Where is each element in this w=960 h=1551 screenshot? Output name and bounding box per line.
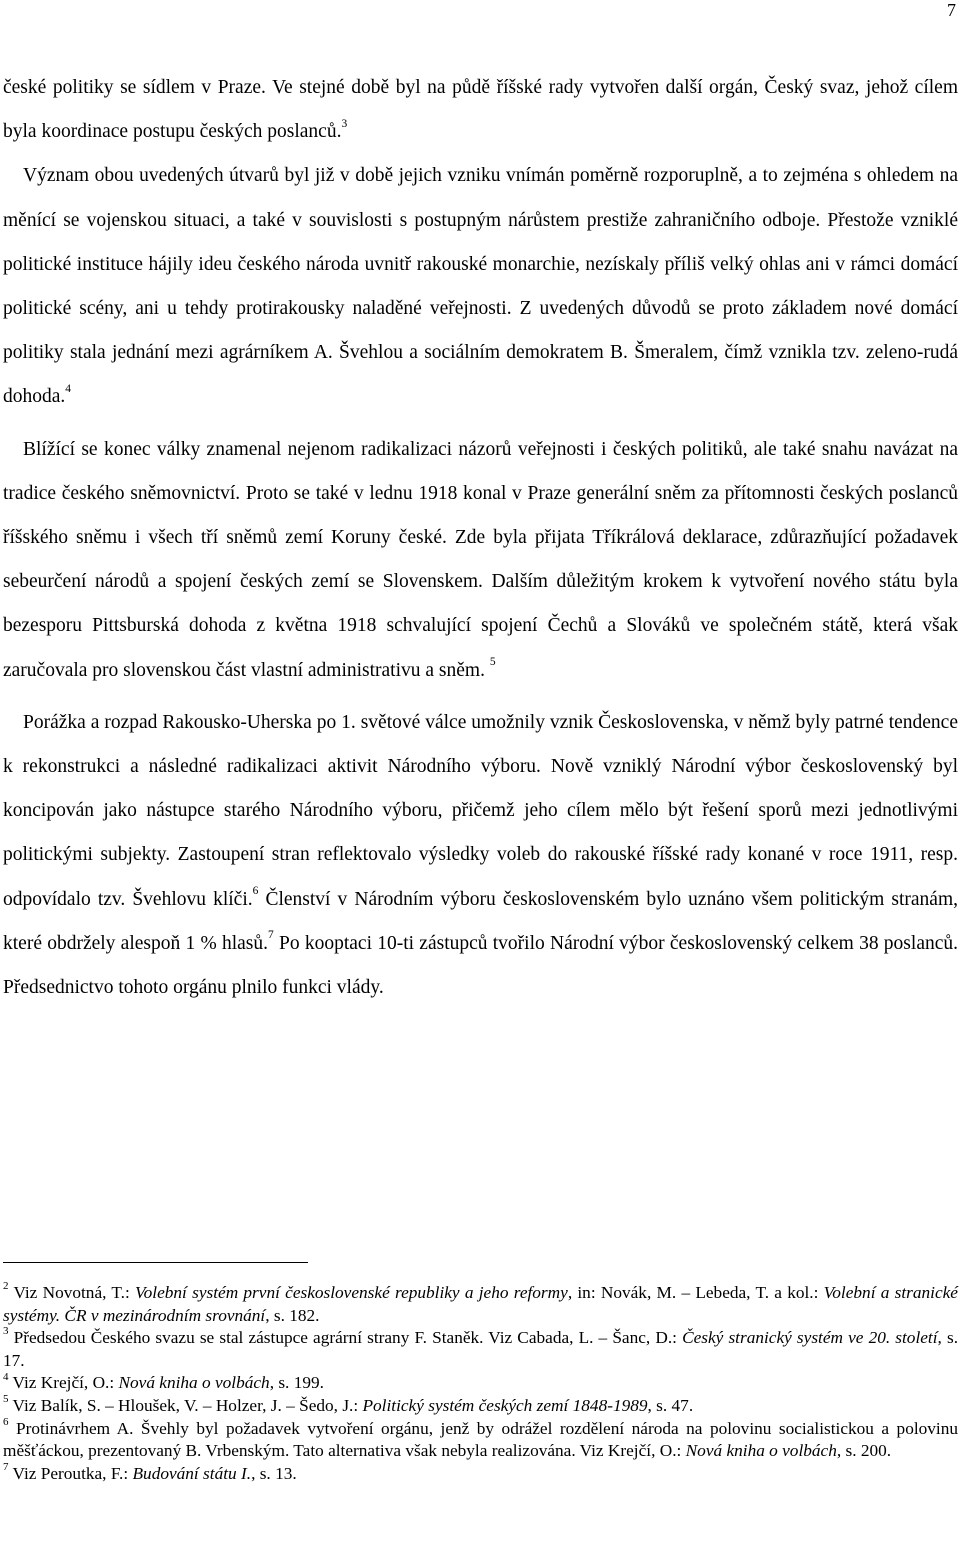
footnote-number: 6 xyxy=(3,1415,9,1428)
paragraph-text: Po kooptaci 10-ti zástupců tvořilo Národní výbor československý celkem 38 poslanců. Předsednictvo tohoto orgánu plnilo funkci vlády. xyxy=(3,932,959,999)
paragraph-text: Členství v Národním výboru československém bylo uznáno všem politickým stranám, které obdržely alespoň 1 % hlasů. xyxy=(3,888,959,954)
footnote-4 xyxy=(3,1372,958,1395)
paragraph-2 xyxy=(3,154,958,419)
footnote-3 xyxy=(3,1327,958,1372)
paragraph-3 xyxy=(3,428,958,693)
footnote-text: Viz Krejčí, O.: xyxy=(12,1373,119,1393)
footnote-ref[interactable]: 7 xyxy=(268,929,274,942)
footnote-title: Nová kniha o volbách xyxy=(118,1373,270,1393)
footnote-separator xyxy=(3,1262,308,1263)
paragraph-text: Blížící se konec války znamenal nejenom radikalizaci názorů veřejnosti i českých politiků, ale také snahu navázat na tradice českého sněmovnictví. Proto se také v lednu 1918 konal v Praze generální sněm za přítomnosti českých poslanců říšského sněmu i všech tří sněmů zemí Koruny české. Zde byla přijata Tříkrálová deklarace, zdůrazňující požadavek sebeurčení národů a spojení českých zemí se Slovenskem. Dalším důležitým krokem k vytvoření nového státu byla bezesporu Pittsburská dohoda z května 1918 schvalující spojení Čechů a Slováků ve společném státě, která však zaručovala pro slovenskou část vlastní administrativu a sněm. xyxy=(3,438,958,681)
footnote-text: Viz Balík, S. – Hloušek, V. – Holzer, J. – Šedo, J.: xyxy=(12,1395,363,1415)
footnote-text: , s. 13. xyxy=(251,1463,297,1483)
body-text xyxy=(3,66,958,1010)
footnote-6 xyxy=(3,1415,959,1463)
footnote-text: , s. 182. xyxy=(265,1305,320,1325)
footnote-2 xyxy=(3,1282,958,1327)
footnote-text: Viz Peroutka, F.: xyxy=(12,1463,133,1483)
footnote-text: , s. 199. xyxy=(269,1373,324,1393)
footnote-number: 3 xyxy=(3,1325,9,1338)
footnote-title: Budování státu I. xyxy=(132,1463,252,1483)
footnote-ref[interactable]: 3 xyxy=(341,117,348,130)
paragraph-1 xyxy=(3,66,958,154)
footnote-title: Volební a stranické systémy. ČR v mezinárodním srovnání xyxy=(3,1283,958,1325)
footnote-text: Předsedou Českého svazu se stal zástupce agrární strany F. Staněk. Viz Cabada, L. – Šanc, D.: xyxy=(13,1328,683,1348)
footnote-title: Volební systém první československé republiky a jeho reformy xyxy=(135,1283,568,1302)
footnote-number: 5 xyxy=(3,1393,9,1406)
page-number: 7 xyxy=(947,0,956,20)
footnote-number: 4 xyxy=(3,1370,9,1383)
footnote-text: , in: Novák, M. – Lebeda, T. a kol.: xyxy=(567,1283,824,1302)
footnote-title: Politický systém českých zemí 1848-1989 xyxy=(362,1395,648,1415)
footnote-title: Český stranický systém ve 20. století xyxy=(682,1328,938,1348)
footnote-number: 2 xyxy=(3,1280,9,1293)
footnote-7 xyxy=(3,1460,958,1486)
footnote-text: Viz Novotná, T.: xyxy=(13,1283,136,1302)
paragraph-text: Význam obou uvedených útvarů byl již v době jejich vzniku vnímán poměrně rozporuplně, a to zejména s ohledem na měnící se vojenskou situaci, a také v souvislosti s postupným nárůstem prestiže zahraničního odboje. Přestože vzniklé politické instituce hájily ideu českého národa uvnitř rakouské monarchie, nezískaly příliš velký ohlas ani v rámci domácí politické scény, ani u tehdy protirakousky naladěné veřejnosti. Z uvedených důvodů se proto základem nové domácí politiky stala jednání mezi agrárníkem A. Švehlou a sociálním demokratem B. Šmeralem, čímž vznikla tzv. zeleno-rudá dohoda. xyxy=(3,165,958,408)
paragraph-4 xyxy=(3,701,958,1010)
footnote-ref[interactable]: 6 xyxy=(252,885,259,898)
paragraph-text: Porážka a rozpad Rakousko-Uherska po 1. světové válce umožnily vznik Československa, v němž byly patrné tendence k rekonstrukci a následné radikalizaci aktivit Národního výboru. Nově vzniklý Národní výbor československý byl koncipován jako nástupce starého Národního výboru, přičemž jeho cílem mělo být řešení sporů mezi jednotlivými politickými subjekty. Zastoupení stran reflektovalo výsledky voleb do rakouské říšské rady konané v roce 1911, resp. odpovídalo tzv. Švehlovu klíči. xyxy=(3,711,958,910)
footnote-title: Nová kniha o volbách xyxy=(685,1441,837,1461)
footnote-number: 7 xyxy=(3,1460,9,1473)
footnote-ref[interactable]: 5 xyxy=(489,656,496,669)
footnotes xyxy=(3,1282,958,1485)
footnote-text: , s. 17. xyxy=(3,1328,959,1370)
footnote-ref[interactable]: 4 xyxy=(65,382,72,395)
paragraph-text: české politiky se sídlem v Praze. Ve stejné době byl na půdě říšské rady vytvořen další orgán, Český svaz, jehož cílem byla koordinace postupu českých poslanců. xyxy=(3,77,958,143)
footnote-5 xyxy=(3,1395,958,1418)
footnote-text: Protinávrhem A. Švehly byl požadavek vytvoření orgánu, jenž by odrážel rozdělení národa na polovinu socialistickou a polovinu měšťáckou, prezentovaný B. Vrbenským. Tato alternativa však nebyla realizována. Viz Krejčí, O.: xyxy=(3,1418,959,1461)
footnote-text: , s. 200. xyxy=(836,1441,892,1461)
footnote-text: , s. 47. xyxy=(647,1395,694,1415)
